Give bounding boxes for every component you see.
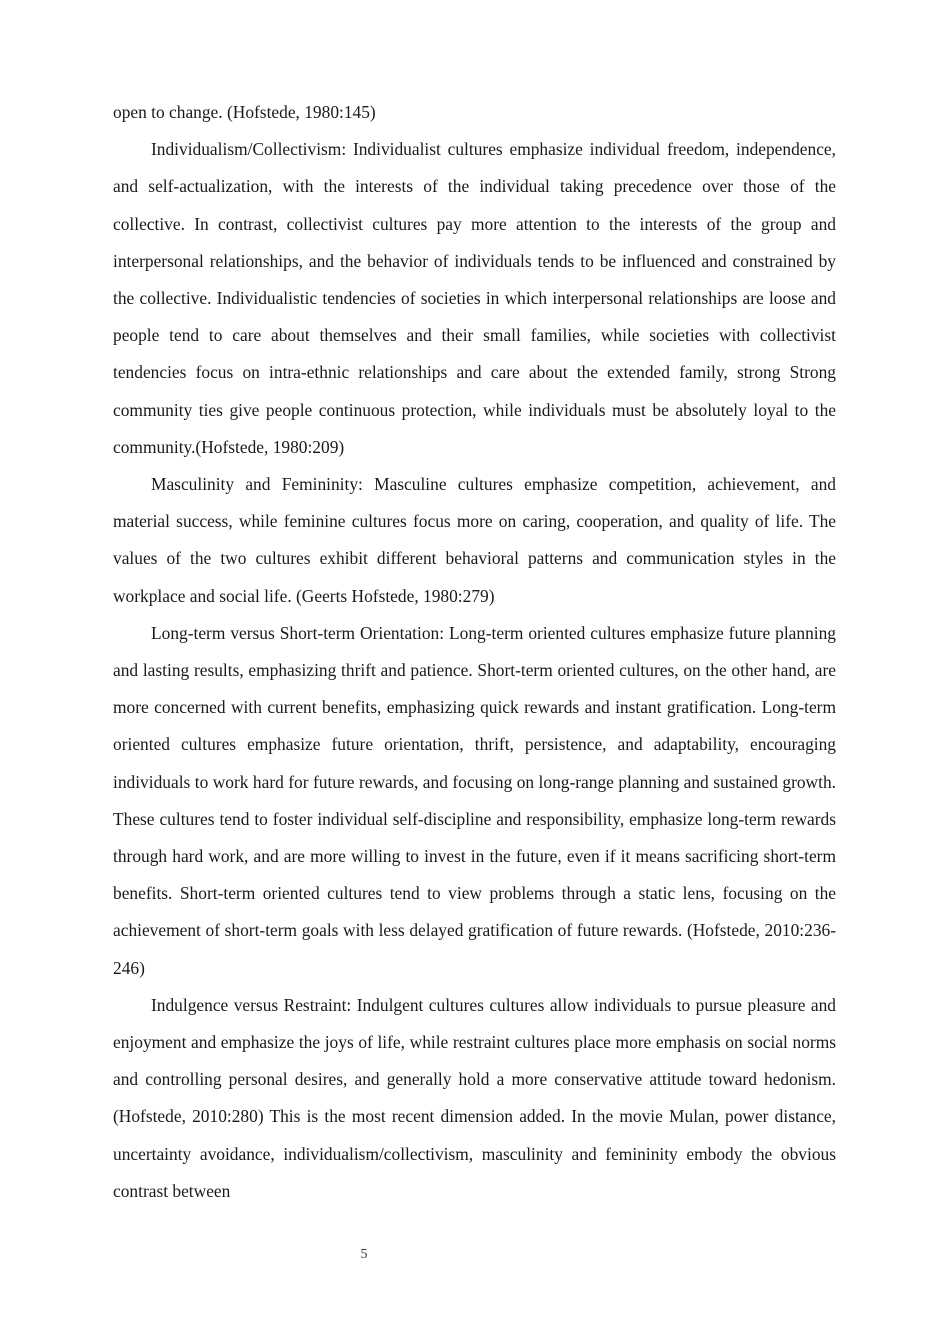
paragraph-individualism-collectivism: Individualism/Collectivism: Individualist cultures emphasize individual freedom, independence, and self-actualization, with the interests of the individual taking precedence over those of the collective. In contrast, collectivist cultures pay more attention to the interests of the group and interpersonal relationships, and the behavior of individuals tends to be influenced and constrained by the collective. Individualistic tendencies of societies in which interpersonal relationships are loose and people tend to care about themselves and their small families, while societies with collectivist tendencies focus on intra-ethnic relationships and care about the extended family, strong Strong community ties give people continuous protection, while individuals must be absolutely loyal to the community.(Hofstede, 1980:209) xyxy=(113,139,836,457)
paragraph-masculinity-femininity: Masculinity and Femininity: Masculine cultures emphasize competition, achievement, and material success, while feminine cultures focus more on caring, cooperation, and quality of life. The values of the two cultures exhibit different behavioral patterns and communication styles in the workplace and social life. (Geerts Hofstede, 1980:279) xyxy=(113,474,836,606)
paragraph-long-short-term-orientation: Long-term versus Short-term Orientation: Long-term oriented cultures emphasize future planning and lasting results, emphasizing thrift and patience. Short-term oriented cultures, on the other hand, are more concerned with current benefits, emphasizing quick rewards and instant gratification. Long-term oriented cultures emphasize future orientation, thrift, persistence, and adaptability, encouraging individuals to work hard for future rewards, and focusing on long-range planning and sustained growth. These cultures tend to foster individual self-discipline and responsibility, emphasize long-term rewards through hard work, and are more willing to invest in the future, even if it means sacrificing short-term benefits. Short-term oriented cultures tend to view problems through a static lens, focusing on the achievement of short-term goals with less delayed gratification of future rewards. (Hofstede, 2010:236-246) xyxy=(113,622,836,978)
paragraph-indulgence-restraint: Indulgence versus Restraint: Indulgent cultures cultures allow individuals to pursue pleasure and enjoyment and emphasize the joys of life, while restraint cultures place more emphasis on social norms and controlling personal desires, and generally hold a more conservative attitude toward hedonism. (Hofstede, 2010:280) This is the most recent dimension added. In the movie Mulan, power distance, uncertainty avoidance, individualism/collectivism, masculinity and femininity embody the obvious contrast between xyxy=(113,994,836,1201)
document-body xyxy=(113,94,836,1210)
paragraph-continuation: open to change. (Hofstede, 1980:145) xyxy=(113,102,376,122)
page-number: 5 xyxy=(360,1247,368,1262)
